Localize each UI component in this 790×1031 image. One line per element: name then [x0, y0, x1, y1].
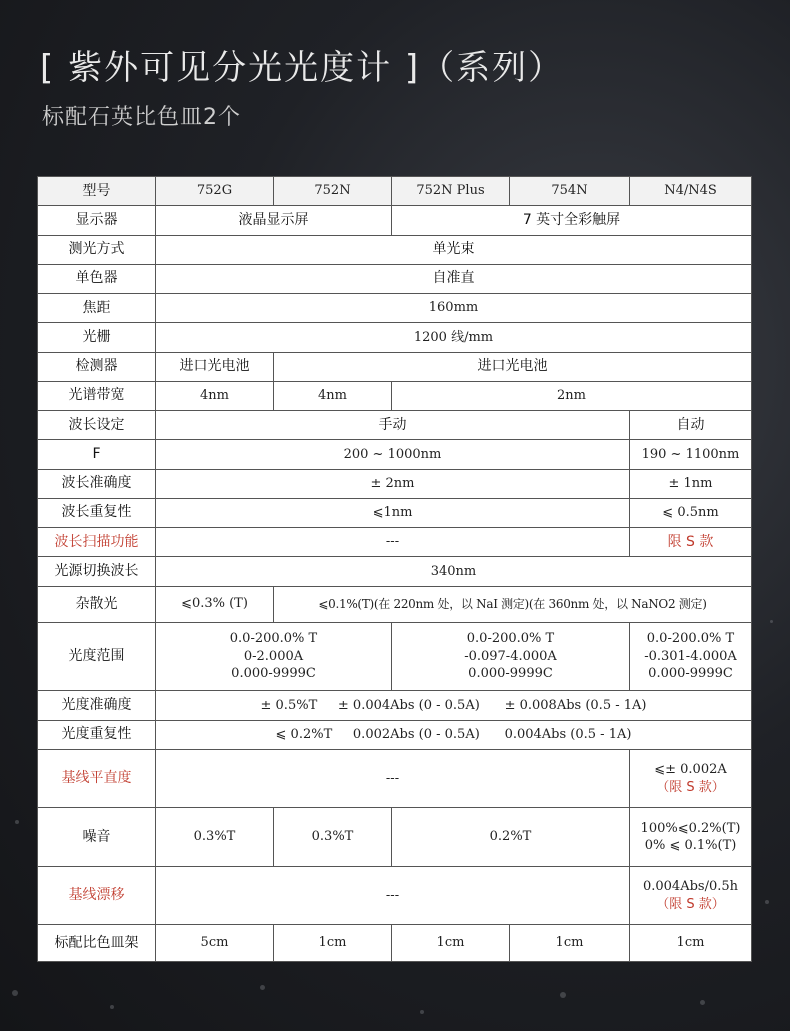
page-title: [ 紫外可见分光光度计 ]（系列） [40, 48, 565, 88]
table-row-range [38, 622, 752, 691]
cell-value: 4nm [274, 381, 392, 410]
cell-value: ⩽ 0.2%T 0.002Abs (0 - 0.5A) 0.004Abs (0.5 - 1A) [156, 720, 752, 749]
cell-value: 1cm [392, 925, 510, 962]
cell-value: 手动 [156, 411, 630, 440]
row-label: F [38, 440, 156, 469]
range-line: 0-2.000A [243, 648, 304, 664]
cell-value: ⩽0.3% (T) [156, 586, 274, 622]
row-label: 波长设定 [38, 411, 156, 440]
table-row-wl-scan [38, 528, 752, 557]
range-line: 0.0-200.0% T [646, 631, 735, 647]
range-line: 0.0-200.0% T [229, 631, 318, 647]
cell-value: ⩽ 0.5nm [630, 498, 752, 527]
row-label: 光度范围 [38, 622, 156, 691]
cell-value: 0.3%T [274, 808, 392, 867]
row-label: 光栅 [38, 323, 156, 352]
cell-value: 进口光电池 [156, 352, 274, 381]
table-row-f [38, 440, 752, 469]
range-line: 0.000-9999C [468, 666, 553, 682]
row-label: 光度重复性 [38, 720, 156, 749]
row-label: 噪音 [38, 808, 156, 867]
cell-value: 自动 [630, 411, 752, 440]
flatness-value: ⩽± 0.002A [654, 762, 727, 778]
table-row-ph-repeat [38, 720, 752, 749]
row-label: 单色器 [38, 264, 156, 293]
background-speck [110, 1005, 114, 1009]
range-line: -0.301-4.000A [644, 648, 737, 664]
cell-value [392, 622, 630, 691]
model-752g: 752G [156, 177, 274, 206]
table-row-focal [38, 294, 752, 323]
background-speck [15, 820, 19, 824]
row-label: 光谱带宽 [38, 381, 156, 410]
table-row-monochromator [38, 264, 752, 293]
s-model-note: （限 S 款） [656, 896, 725, 912]
range-line: 0.000-9999C [648, 666, 733, 682]
cell-value: 200 ~ 1000nm [156, 440, 630, 469]
cell-value: ⩽0.1%(T)(在 220nm 处，以 NaI 测定)(在 360nm 处，以 NaNO2 测定) [274, 586, 752, 622]
background-speck [560, 992, 566, 998]
drift-value: 0.004Abs/0.5h [642, 879, 739, 895]
model-n4: N4/N4S [630, 177, 752, 206]
cell-value [630, 749, 752, 808]
noise-line: 0% ⩽ 0.1%(T) [644, 838, 737, 854]
cell-value: 5cm [156, 925, 274, 962]
background-speck [420, 1010, 424, 1014]
table-row-flatness [38, 749, 752, 808]
range-line: 0.000-9999C [231, 666, 316, 682]
row-label: 光源切换波长 [38, 557, 156, 586]
cell-value: 进口光电池 [274, 352, 752, 381]
range-line: -0.097-4.000A [464, 648, 557, 664]
noise-line: 100%⩽0.2%(T) [640, 820, 741, 836]
table-row-wl-setting [38, 411, 752, 440]
table-row-lamp-switch [38, 557, 752, 586]
cell-value: 7 英寸全彩触屏 [392, 206, 752, 235]
background-speck [260, 985, 265, 990]
cell-value [630, 622, 752, 691]
table-row-wl-accuracy [38, 469, 752, 498]
cell-value: 单光束 [156, 235, 752, 264]
cell-value: --- [156, 749, 630, 808]
page-subtitle: 标配石英比色皿2个 [42, 105, 241, 130]
table-row-display [38, 206, 752, 235]
cell-value: 1cm [274, 925, 392, 962]
cell-value: ± 2nm [156, 469, 630, 498]
s-model-note: （限 S 款） [656, 779, 725, 795]
spec-table [37, 176, 752, 962]
row-label: 基线漂移 [38, 866, 156, 925]
table-row-drift [38, 866, 752, 925]
cell-value: 自准直 [156, 264, 752, 293]
row-label: 测光方式 [38, 235, 156, 264]
header-label: 型号 [38, 177, 156, 206]
background-speck [765, 900, 769, 904]
table-row-grating [38, 323, 752, 352]
cell-value: 340nm [156, 557, 752, 586]
table-row-ph-accuracy [38, 691, 752, 720]
cell-value: 190 ~ 1100nm [630, 440, 752, 469]
table-row-detector [38, 352, 752, 381]
background-speck [770, 620, 773, 623]
model-752n: 752N [274, 177, 392, 206]
row-label: 光度准确度 [38, 691, 156, 720]
cell-value: --- [156, 528, 630, 557]
cell-value: ± 1nm [630, 469, 752, 498]
row-label: 基线平直度 [38, 749, 156, 808]
table-row-wl-repeat [38, 498, 752, 527]
row-label: 波长扫描功能 [38, 528, 156, 557]
cell-value: 液晶显示屏 [156, 206, 392, 235]
cell-value: --- [156, 866, 630, 925]
table-row-cuvette [38, 925, 752, 962]
cell-value: 1cm [630, 925, 752, 962]
cell-value: 限 S 款 [630, 528, 752, 557]
cell-value [630, 866, 752, 925]
table-row-bandwidth [38, 381, 752, 410]
row-label: 检测器 [38, 352, 156, 381]
cell-value: 2nm [392, 381, 752, 410]
row-label: 杂散光 [38, 586, 156, 622]
table-row-photometric [38, 235, 752, 264]
background-speck [12, 990, 18, 996]
row-label: 波长重复性 [38, 498, 156, 527]
table-row-model [38, 177, 752, 206]
cell-value [156, 622, 392, 691]
cell-value [630, 808, 752, 867]
cell-value: 1200 线/mm [156, 323, 752, 352]
cell-value: 1cm [510, 925, 630, 962]
table-row-stray [38, 586, 752, 622]
row-label: 波长准确度 [38, 469, 156, 498]
cell-value: 0.2%T [392, 808, 630, 867]
cell-value: 4nm [156, 381, 274, 410]
cell-value: 160mm [156, 294, 752, 323]
cell-value: 0.3%T [156, 808, 274, 867]
model-754n: 754N [510, 177, 630, 206]
table-row-noise [38, 808, 752, 867]
cell-value: ± 0.5%T ± 0.004Abs (0 - 0.5A) ± 0.008Abs (0.5 - 1A) [156, 691, 752, 720]
row-label: 焦距 [38, 294, 156, 323]
cell-value: ⩽1nm [156, 498, 630, 527]
model-752n-plus: 752N Plus [392, 177, 510, 206]
row-label: 标配比色皿架 [38, 925, 156, 962]
row-label: 显示器 [38, 206, 156, 235]
background-speck [700, 1000, 705, 1005]
range-line: 0.0-200.0% T [466, 631, 555, 647]
